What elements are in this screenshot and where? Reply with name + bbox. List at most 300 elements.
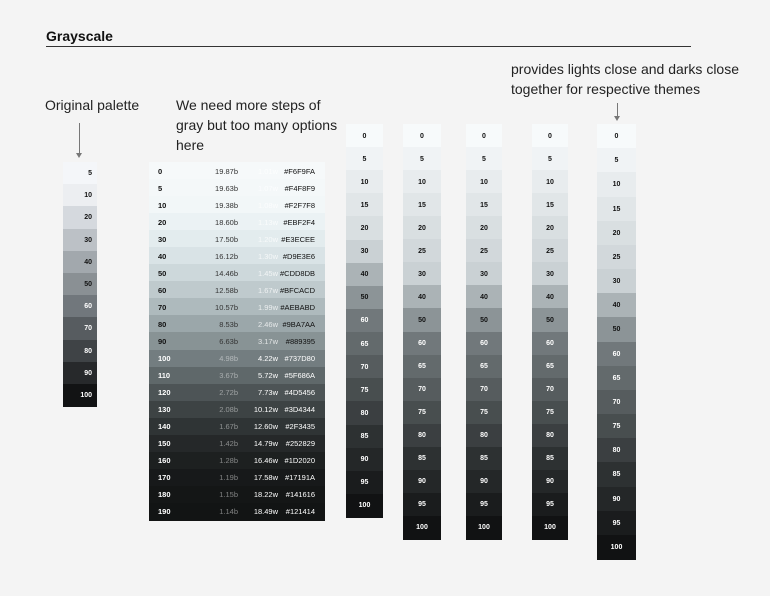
swatch-label: 80 — [84, 347, 92, 355]
hex-cell: #E3ECEE — [281, 234, 315, 244]
black-contrast-cell: 3.67b — [219, 371, 238, 381]
step-cell: 40 — [158, 251, 167, 261]
hex-cell: #F4F8F9 — [284, 183, 315, 193]
swatch-label: 95 — [546, 501, 554, 509]
step-cell: 50 — [158, 268, 167, 278]
white-contrast-cell: 1.01w — [257, 166, 278, 176]
swatch-label: 30 — [360, 248, 369, 256]
white-contrast-cell: 14.79w — [253, 439, 278, 449]
scale-swatch — [532, 308, 568, 332]
swatch-label: 20 — [546, 224, 554, 232]
swatch-label: 5 — [482, 155, 486, 163]
hex-cell: #9BA7AA — [282, 319, 315, 329]
scale-column — [532, 124, 568, 539]
original-swatch — [63, 184, 97, 207]
scale-swatch — [403, 355, 441, 379]
swatch-label: 40 — [418, 293, 426, 301]
swatch-label: 30 — [480, 270, 488, 278]
swatch-label: 30 — [546, 270, 554, 278]
swatch-label: 15 — [480, 201, 488, 209]
note-more-steps: We need more steps of gray but too many options here — [176, 97, 338, 153]
scale-swatch — [466, 378, 502, 402]
hex-cell: #D9E3E6 — [282, 251, 315, 261]
swatch-label: 50 — [418, 316, 426, 324]
swatch-label: 90 — [418, 478, 426, 486]
swatch-label: 50 — [84, 281, 92, 288]
step-cell: 10 — [158, 200, 167, 210]
swatch-label: 5 — [88, 170, 92, 177]
scale-column — [466, 124, 502, 539]
scale-swatch — [403, 516, 441, 540]
swatch-label: 10 — [546, 178, 554, 186]
swatch-label: 60 — [480, 340, 488, 347]
swatch-label: 80 — [480, 432, 488, 440]
swatch-label: 75 — [480, 409, 488, 417]
black-contrast-cell: 1.15b — [219, 490, 238, 500]
scale-swatch — [466, 493, 502, 517]
scale-swatch — [466, 355, 502, 379]
scale-swatch — [532, 285, 568, 309]
original-swatch — [63, 317, 97, 340]
step-cell: 5 — [158, 183, 163, 193]
scale-swatch — [466, 424, 502, 448]
swatch-label: 40 — [480, 293, 488, 301]
scale-swatch — [532, 147, 568, 171]
swatch-label: 40 — [360, 271, 369, 279]
step-cell: 170 — [158, 473, 171, 483]
swatch-label: 60 — [612, 350, 621, 358]
table-row — [149, 230, 325, 248]
black-contrast-cell: 17.50b — [215, 234, 238, 244]
step-cell: 160 — [158, 456, 171, 466]
swatch-label: 85 — [418, 455, 426, 463]
table-row — [149, 486, 325, 504]
black-contrast-cell: 18.60b — [215, 217, 238, 227]
hex-cell: #1D2020 — [284, 456, 315, 466]
table-row — [149, 384, 325, 402]
scale-swatch — [597, 221, 636, 246]
scale-swatch — [597, 172, 636, 197]
scale-swatch — [403, 124, 441, 148]
white-contrast-cell: 4.22w — [257, 354, 278, 364]
hex-cell: #4D5456 — [284, 388, 315, 398]
swatch-label: 25 — [612, 253, 621, 261]
scale-column — [346, 124, 383, 517]
table-row — [149, 162, 325, 180]
scale-swatch — [597, 511, 636, 536]
scale-swatch — [532, 216, 568, 240]
swatch-label: 0 — [548, 132, 552, 140]
table-row — [149, 264, 325, 282]
table-row — [149, 196, 325, 214]
step-cell: 150 — [158, 439, 171, 449]
note-original-palette: Original palette — [45, 97, 140, 113]
hex-cell: #17191A — [284, 473, 315, 483]
white-contrast-cell: 16.46w — [253, 456, 278, 466]
scale-swatch — [597, 414, 636, 439]
scale-swatch — [346, 193, 383, 217]
swatch-label: 80 — [612, 447, 621, 455]
white-contrast-cell: 12.60w — [253, 422, 278, 432]
scale-swatch — [346, 471, 383, 495]
swatch-label: 15 — [360, 201, 369, 209]
step-cell: 130 — [158, 405, 171, 415]
original-swatch — [63, 229, 97, 252]
scale-swatch — [403, 147, 441, 171]
swatch-label: 10 — [418, 178, 426, 186]
scale-swatch — [532, 124, 568, 148]
scale-swatch — [597, 293, 636, 318]
black-contrast-cell: 1.19b — [219, 473, 238, 483]
white-contrast-cell: 1.07w — [257, 183, 278, 193]
swatch-label: 20 — [480, 224, 488, 232]
swatch-label: 65 — [360, 340, 369, 348]
scale-swatch — [346, 332, 383, 356]
swatch-label: 0 — [362, 132, 367, 140]
scale-swatch — [597, 390, 636, 415]
white-contrast-cell: 17.58w — [253, 473, 278, 483]
step-cell: 100 — [158, 354, 171, 364]
swatch-label: 60 — [84, 303, 92, 311]
swatch-label: 100 — [478, 524, 490, 532]
scale-swatch — [346, 425, 383, 449]
swatch-label: 50 — [546, 316, 554, 324]
scale-swatch — [532, 516, 568, 540]
black-contrast-cell: 10.57b — [215, 302, 238, 312]
swatch-label: 5 — [614, 157, 619, 165]
swatch-label: 90 — [84, 369, 92, 377]
white-contrast-cell: 18.49w — [253, 507, 278, 517]
swatch-label: 0 — [614, 133, 619, 140]
arrow-down-icon — [79, 123, 80, 154]
table-row — [149, 315, 325, 333]
swatch-label: 25 — [418, 247, 426, 255]
step-cell: 80 — [158, 319, 167, 329]
scale-swatch — [466, 239, 502, 263]
hex-cell: #5F686A — [284, 371, 315, 381]
scale-swatch — [466, 285, 502, 309]
swatch-label: 75 — [546, 409, 554, 417]
white-contrast-cell: 1.67w — [257, 285, 278, 295]
table-row — [149, 401, 325, 419]
scale-swatch — [466, 216, 502, 240]
scale-swatch — [466, 470, 502, 494]
hex-cell: #252829 — [285, 439, 315, 449]
swatch-label: 60 — [418, 340, 426, 347]
scale-swatch — [466, 332, 502, 356]
scale-swatch — [403, 447, 441, 471]
step-cell: 0 — [158, 166, 163, 176]
swatch-label: 40 — [612, 302, 621, 310]
scale-swatch — [532, 447, 568, 471]
original-swatch — [63, 362, 97, 385]
white-contrast-cell: 1.13w — [257, 217, 278, 227]
swatch-label: 85 — [480, 455, 488, 463]
scale-swatch — [532, 378, 568, 402]
black-contrast-cell: 19.63b — [215, 183, 238, 193]
step-cell: 190 — [158, 507, 171, 517]
swatch-label: 80 — [546, 432, 554, 440]
scale-swatch — [466, 147, 502, 171]
swatch-label: 100 — [544, 524, 556, 532]
scale-swatch — [346, 401, 383, 425]
table-row — [149, 281, 325, 299]
scale-swatch — [346, 378, 383, 402]
swatch-label: 15 — [418, 201, 426, 209]
swatch-label: 50 — [612, 326, 621, 334]
hex-cell: #3D4344 — [284, 405, 315, 415]
table-row — [149, 213, 325, 231]
original-palette-column — [63, 162, 97, 406]
scale-swatch — [403, 285, 441, 309]
swatch-label: 10 — [480, 178, 488, 186]
note-lights-darks: provides lights close and darks close together for respective themes — [511, 61, 740, 97]
swatch-label: 60 — [360, 317, 369, 325]
swatch-label: 65 — [418, 363, 426, 371]
swatch-label: 70 — [84, 325, 92, 333]
scale-swatch — [532, 401, 568, 425]
hex-cell: #BFCACD — [279, 285, 315, 295]
swatch-label: 40 — [84, 258, 92, 266]
black-contrast-cell: 2.08b — [219, 405, 238, 415]
table-row — [149, 469, 325, 487]
swatch-label: 100 — [416, 524, 428, 532]
black-contrast-cell: 14.46b — [215, 268, 238, 278]
scale-swatch — [403, 262, 441, 286]
swatch-label: 10 — [84, 192, 92, 200]
scale-swatch — [346, 448, 383, 472]
original-swatch — [63, 162, 97, 185]
scale-swatch — [346, 309, 383, 333]
swatch-label: 25 — [546, 247, 554, 255]
scale-swatch — [597, 148, 636, 173]
swatch-label: 90 — [480, 478, 488, 486]
white-contrast-cell: 2.46w — [257, 319, 278, 329]
swatch-label: 0 — [482, 132, 486, 140]
scale-swatch — [532, 355, 568, 379]
black-contrast-cell: 1.67b — [219, 422, 238, 432]
swatch-label: 90 — [612, 495, 621, 503]
step-cell: 180 — [158, 490, 171, 500]
table-row — [149, 350, 325, 368]
scale-swatch — [403, 170, 441, 194]
step-cell: 110 — [158, 371, 171, 381]
table-row — [149, 503, 325, 521]
swatch-label: 95 — [480, 501, 488, 509]
swatch-label: 40 — [546, 293, 554, 301]
swatch-label: 75 — [612, 423, 621, 430]
swatch-label: 65 — [480, 363, 488, 371]
scale-swatch — [466, 262, 502, 286]
arrow-head-icon — [614, 116, 620, 121]
title-divider — [46, 46, 691, 47]
scale-swatch — [346, 240, 383, 264]
swatch-label: 0 — [420, 132, 424, 140]
scale-swatch — [532, 239, 568, 263]
scale-swatch — [597, 487, 636, 512]
swatch-label: 10 — [612, 181, 621, 189]
scale-swatch — [597, 438, 636, 463]
table-row — [149, 367, 325, 385]
table-row — [149, 332, 325, 350]
scale-swatch — [597, 124, 636, 149]
black-contrast-cell: 1.42b — [219, 439, 238, 449]
gray-steps-table — [149, 162, 325, 520]
scale-swatch — [597, 245, 636, 270]
scale-swatch — [532, 332, 568, 356]
black-contrast-cell: 1.28b — [219, 456, 238, 466]
scale-swatch — [346, 170, 383, 194]
scale-column — [403, 124, 441, 539]
swatch-label: 70 — [418, 386, 426, 394]
scale-swatch — [403, 308, 441, 332]
black-contrast-cell: 16.12b — [215, 251, 238, 261]
hex-cell: #141616 — [285, 490, 315, 500]
hex-cell: #121414 — [285, 507, 315, 517]
hex-cell: #F2F7F8 — [284, 200, 315, 210]
step-cell: 120 — [158, 388, 171, 398]
table-row — [149, 298, 325, 316]
original-swatch — [63, 206, 97, 229]
swatch-label: 70 — [546, 386, 554, 394]
black-contrast-cell: 4.98b — [219, 354, 238, 364]
swatch-label: 5 — [420, 155, 424, 163]
swatch-label: 5 — [548, 155, 552, 163]
black-contrast-cell: 2.72b — [219, 388, 238, 398]
swatch-label: 80 — [418, 432, 426, 440]
swatch-label: 50 — [360, 294, 369, 302]
scale-swatch — [403, 401, 441, 425]
swatch-label: 100 — [358, 502, 371, 510]
step-cell: 30 — [158, 234, 167, 244]
scale-swatch — [597, 342, 636, 367]
original-swatch — [63, 340, 97, 363]
table-row — [149, 418, 325, 436]
swatch-label: 80 — [360, 409, 369, 417]
scale-swatch — [346, 147, 383, 171]
scale-swatch — [597, 535, 636, 560]
scale-swatch — [466, 124, 502, 148]
scale-swatch — [466, 447, 502, 471]
scale-column — [597, 124, 636, 559]
arrow-down-icon — [617, 103, 618, 117]
swatch-label: 10 — [360, 178, 369, 186]
black-contrast-cell: 8.53b — [219, 319, 238, 329]
swatch-label: 50 — [480, 316, 488, 324]
scale-swatch — [403, 193, 441, 217]
scale-swatch — [346, 494, 383, 518]
hex-cell: #CDD8DB — [279, 268, 315, 278]
white-contrast-cell: 1.30w — [257, 251, 278, 261]
scale-swatch — [466, 193, 502, 217]
step-cell: 20 — [158, 217, 167, 227]
swatch-label: 20 — [360, 224, 369, 232]
black-contrast-cell: 12.58b — [215, 285, 238, 295]
scale-swatch — [346, 216, 383, 240]
scale-swatch — [466, 170, 502, 194]
arrow-head-icon — [76, 153, 82, 158]
scale-swatch — [346, 355, 383, 379]
scale-swatch — [597, 317, 636, 342]
white-contrast-cell: 1.08w — [257, 200, 278, 210]
table-row — [149, 435, 325, 453]
hex-cell: #889395 — [285, 336, 315, 346]
hex-cell: #EBF2F4 — [283, 217, 315, 227]
white-contrast-cell: 7.73w — [257, 388, 278, 398]
table-row — [149, 247, 325, 265]
scale-swatch — [532, 493, 568, 517]
swatch-label: 5 — [362, 155, 367, 163]
scale-swatch — [403, 424, 441, 448]
original-swatch — [63, 273, 97, 296]
original-swatch — [63, 295, 97, 318]
swatch-label: 20 — [612, 229, 621, 237]
table-row — [149, 452, 325, 470]
scale-swatch — [346, 124, 383, 148]
original-swatch — [63, 251, 97, 274]
hex-cell: #AEBABD — [280, 302, 315, 312]
swatch-label: 70 — [480, 386, 488, 394]
swatch-label: 70 — [360, 363, 369, 371]
scale-swatch — [466, 308, 502, 332]
scale-swatch — [532, 170, 568, 194]
swatch-label: 85 — [612, 471, 621, 479]
hex-cell: #2F3435 — [285, 422, 315, 432]
swatch-label: 25 — [480, 247, 488, 255]
swatch-label: 70 — [612, 398, 621, 406]
swatch-label: 100 — [610, 543, 623, 551]
scale-swatch — [532, 193, 568, 217]
original-swatch — [63, 384, 97, 407]
black-contrast-cell: 19.87b — [215, 166, 238, 176]
swatch-label: 75 — [418, 409, 426, 417]
step-cell: 60 — [158, 285, 167, 295]
scale-swatch — [403, 470, 441, 494]
scale-swatch — [403, 216, 441, 240]
scale-swatch — [346, 286, 383, 310]
swatch-label: 20 — [418, 224, 426, 232]
table-row — [149, 179, 325, 197]
scale-swatch — [403, 493, 441, 517]
scale-swatch — [466, 516, 502, 540]
scale-swatch — [597, 197, 636, 222]
step-cell: 90 — [158, 336, 167, 346]
scale-swatch — [597, 366, 636, 391]
scale-swatch — [346, 263, 383, 287]
white-contrast-cell: 3.17w — [257, 336, 278, 346]
scale-swatch — [597, 462, 636, 487]
white-contrast-cell: 5.72w — [257, 371, 278, 381]
swatch-label: 30 — [84, 236, 92, 244]
scale-swatch — [532, 470, 568, 494]
hex-cell: #737D80 — [284, 354, 315, 364]
swatch-label: 95 — [360, 479, 369, 487]
scale-swatch — [403, 332, 441, 356]
swatch-label: 85 — [546, 455, 554, 463]
white-contrast-cell: 1.20w — [257, 234, 278, 244]
swatch-label: 85 — [360, 433, 369, 441]
swatch-label: 15 — [546, 201, 554, 209]
scale-swatch — [466, 401, 502, 425]
hex-cell: #F6F9FA — [284, 166, 315, 176]
swatch-label: 65 — [612, 374, 621, 382]
scale-swatch — [532, 262, 568, 286]
scale-swatch — [532, 424, 568, 448]
swatch-label: 65 — [546, 363, 554, 371]
black-contrast-cell: 19.38b — [215, 200, 238, 210]
swatch-label: 90 — [546, 478, 554, 486]
swatch-label: 95 — [612, 519, 621, 527]
